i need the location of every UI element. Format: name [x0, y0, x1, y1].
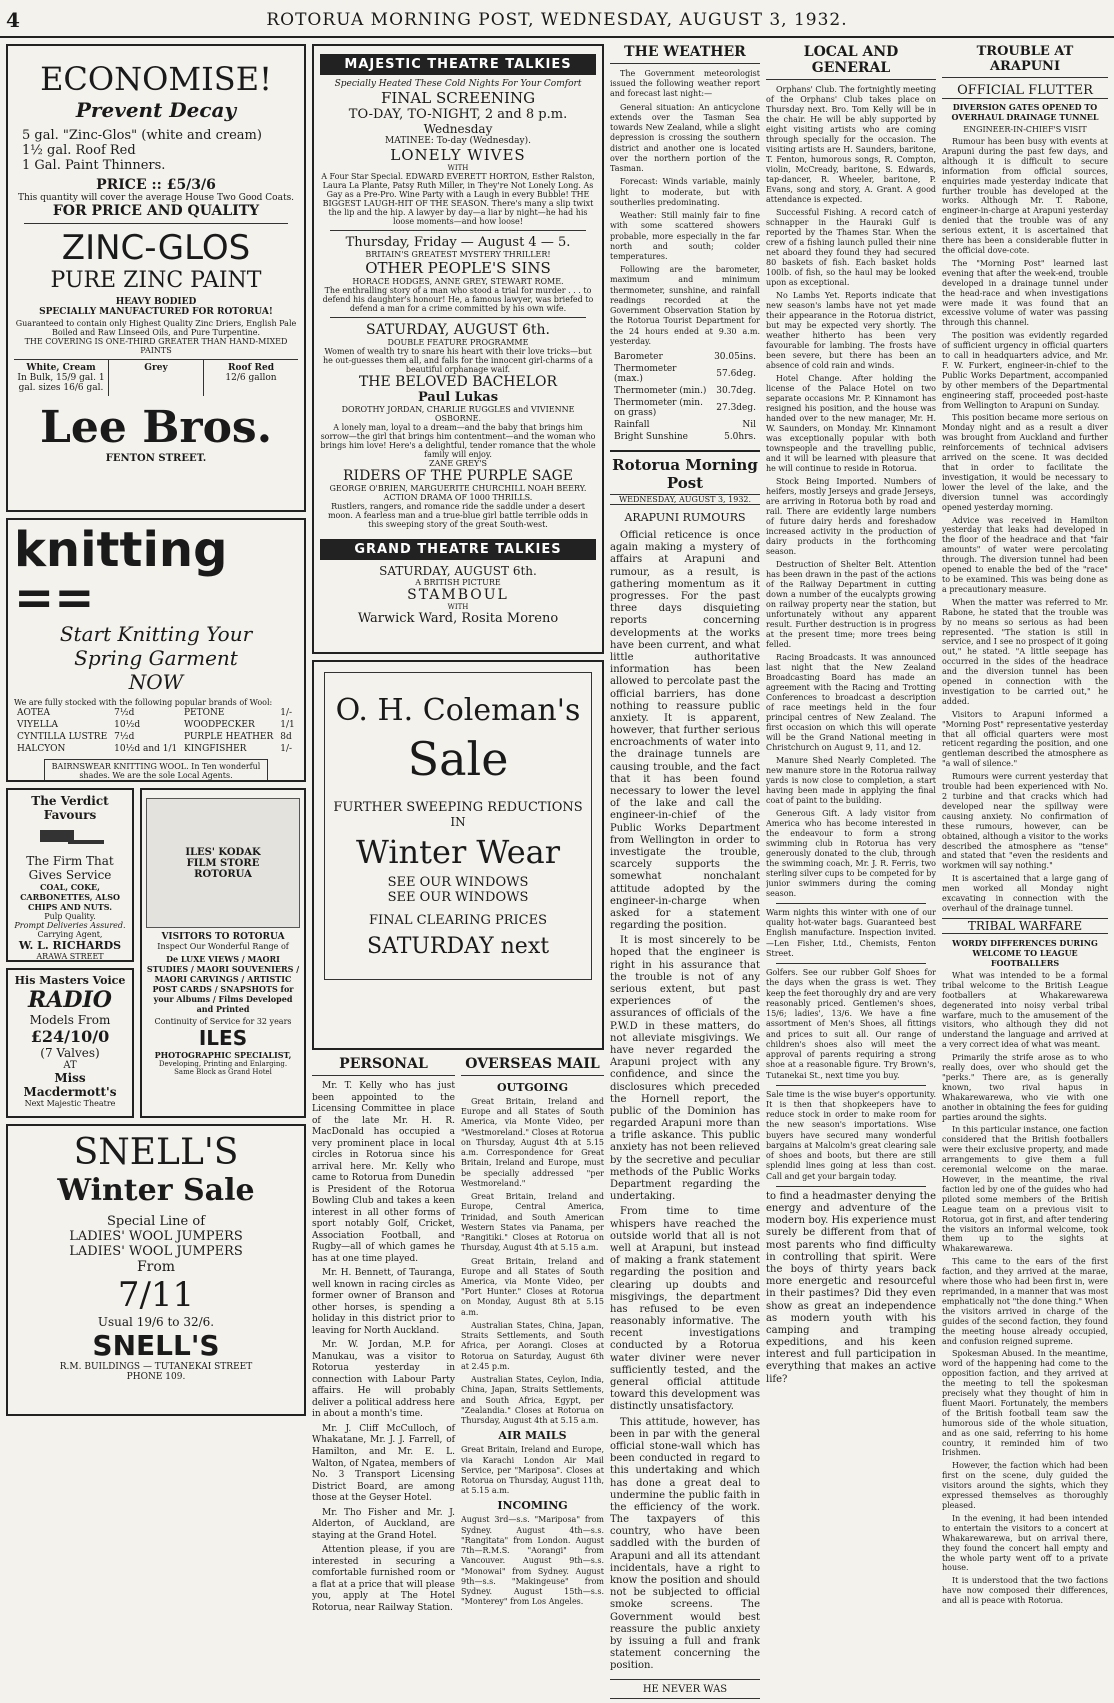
richards-coal-ad — [6, 788, 134, 962]
colour-grey: Grey — [144, 363, 168, 373]
saturday-next: SATURDAY next — [366, 934, 550, 959]
paint-list — [22, 128, 298, 173]
coal-goods: COAL, COKE, CARBONETTES, ALSO CHIPS AND NUTS. — [20, 882, 120, 912]
radio-price: £24/10/0 — [30, 1027, 110, 1046]
jumpers-line-1: LADIES' WOOL JUMPERS — [69, 1229, 243, 1244]
theatre-column — [312, 44, 604, 1699]
personal-column — [312, 1056, 455, 1696]
wednesday: Wednesday — [423, 122, 493, 136]
richards-name: W. L. RICHARDS — [18, 939, 122, 952]
prompt-deliveries: Prompt Deliveries Assured. — [14, 921, 126, 930]
trouble-arapuni-heading: TROUBLE AT ARAPUNI — [942, 44, 1108, 78]
lee-bros-ad — [6, 44, 306, 512]
cast-other-peoples-sins: HORACE HODGES, ANNE GREY, STEWART ROME. — [352, 277, 564, 286]
carrying-agent: Carrying Agent, — [37, 930, 103, 939]
engineer-visit: ENGINEER-IN-CHIEF'S VISIT — [963, 125, 1087, 134]
fenton-street: FENTON STREET. — [105, 453, 207, 464]
see-windows-1: SEE OUR WINDOWS — [387, 875, 529, 890]
colour-white-cream: White, Cream — [26, 363, 96, 373]
double-feature-desc: Women of wealth try to snare his heart with their love tricks—but he out-guesses them all, and falls for the innocent girl-charms of a beautiful orphanage waif. — [322, 347, 594, 374]
wordy-differences: WORDY DIFFERENCES DURING WELCOME TO LEAGUE FOOTBALLERS — [952, 937, 1098, 968]
macdermott-name: Miss Macdermott's — [23, 1071, 117, 1099]
skein-price — [47, 780, 265, 782]
same-block: Same Block as Grand Hotel — [174, 1068, 272, 1076]
table-row: CYNTILLA LUSTRE 7½d PURPLE HEATHER 8d — [17, 732, 292, 742]
outgoing-heading: OUTGOING — [497, 1081, 568, 1094]
price-quality: FOR PRICE AND QUALITY — [52, 203, 260, 219]
paint-price: PRICE :: £5/3/6 — [96, 177, 216, 193]
in-label: IN — [450, 815, 466, 829]
saturday-august-6: SATURDAY, AUGUST 6th. — [366, 322, 550, 338]
his-masters-voice: His Masters Voice — [14, 974, 126, 987]
iles-kodak-ad — [140, 788, 306, 1118]
weather-readings-table — [610, 350, 760, 444]
page-number: 4 — [6, 8, 20, 32]
table-row: VIYELLA 10½d WOODPECKER 1/1 — [17, 720, 295, 730]
film-beloved-bachelor: THE BELOVED BACHELOR — [358, 374, 558, 390]
coverage-note: This quantity will cover the average House Two Good Coats. — [17, 193, 295, 203]
colour-roof-red: Roof Red — [228, 363, 274, 373]
knitting-heading: knitting == — [14, 522, 228, 626]
coleman-name: O. H. Coleman's — [335, 693, 581, 728]
continuity-service: Continuity of Service for 32 years — [154, 1017, 292, 1026]
radio-valves: (7 Valves) — [40, 1046, 100, 1060]
thursday-friday: Thursday, Friday — August 4 — 5. — [345, 235, 571, 250]
overseas-mail-heading: OVERSEAS MAIL — [461, 1056, 604, 1076]
kodak-products: De LUXE VIEWS / MAORI STUDIES / MAORI SOUVENIERS / MAORI CARVINGS / ARTISTIC POST CARDS / SNAPSHOTS for your Albums / Films Developed and Printed — [146, 954, 300, 1014]
air-mails-text: Great Britain, Ireland and Europe, via Karachi London Air Mail Service, per "Mariposa". Closes at Rotorua on Thursday, August 11th, at 5.15 a.m. — [461, 1445, 604, 1496]
arapuni-column — [942, 44, 1108, 1699]
with-label: WITH — [447, 603, 469, 611]
radio-at: AT — [63, 1060, 77, 1071]
models-from: Models From — [29, 1013, 111, 1027]
next-majestic: Next Majestic Theatre — [24, 1099, 116, 1108]
from-label: From — [136, 1259, 176, 1275]
radio-word: RADIO — [28, 987, 112, 1013]
table-row: Thermometer (min. on grass) 27.3deg. — [614, 398, 756, 419]
covering-text: THE COVERING IS ONE-THIRD GREATER THAN HAND-MIXED PAINTS — [24, 337, 288, 355]
table-row: Thermometer (max.) 57.6deg. — [614, 364, 756, 385]
cast-beloved-bachelor: DOROTHY JORDAN, CHARLIE RUGGLES and VIVIENNE OSBORNE. — [341, 405, 575, 423]
zinc-glos-brand: ZINC-GLOS — [61, 228, 251, 268]
jumpers-line-2: LADIES' WOOL JUMPERS — [69, 1244, 243, 1259]
personal-heading: PERSONAL — [312, 1056, 455, 1076]
local-general-heading: LOCAL AND GENERAL — [766, 44, 936, 80]
double-feature: DOUBLE FEATURE PROGRAMME — [387, 338, 529, 347]
official-flutter: OFFICIAL FLUTTER — [942, 83, 1108, 99]
pulp-quality: Pulp Quality. — [44, 912, 96, 921]
weather-report: The Government meteorologist issued the following weather report and forecast last night:— General situation: An anticyclone extends over the Tasman Sea towards New Zealand, while a slight depression is crossing the southern district and another one is located over the northern portion of the Tasman. Forecast: Winds variable, mainly light to moderate, but with southerlies predominating. Weather: Still mainly fair to fine with some scattered showers probable, more especially in the far north and south; colder temperatures. Following are the barometer, maximum and minimum thermometer, sunshine, and rainfall readings recorded at the Government Observation Station by the Rotorua Tourist Department for the 24 hours ended at 9.30 a.m. yesterday. — [610, 69, 760, 346]
snells-phone: PHONE 109. — [126, 1372, 186, 1382]
radio-ad — [6, 968, 134, 1118]
he-never-was-heading: HE NEVER WAS — [610, 1679, 760, 1699]
special-line: Special Line of — [106, 1214, 206, 1229]
snells-footer: SNELL'S — [92, 1329, 220, 1362]
table-row: Barometer 30.05ins. — [614, 352, 756, 363]
newspaper-title: ROTORUA MORNING POST, WEDNESDAY, AUGUST 3, 1932. — [266, 10, 848, 30]
coleman-sale-ad — [312, 660, 604, 1050]
roof-red-price: 12/6 gallon — [225, 373, 277, 383]
snells-address: R.M. BUILDINGS — TUTANEKAI STREET — [59, 1362, 253, 1372]
richards-phone — [12, 961, 128, 962]
firm-that-gives: The Firm That Gives Service — [26, 854, 114, 882]
he-never-was-continued: to find a headmaster denying the energy and adventure of the modern boy. His experience must surely be different from that of most parents who find difficulty in controlling that spirit. Were the boys of thirty years back more energetic and resourceful in their pastimes? Did they even show as great an independence as modern youth with his camping and tramping expeditions, and his keen interest and full participation in everything that makes an active life? — [766, 1190, 936, 1385]
masthead — [0, 0, 1114, 38]
inspect-range: Inspect Our Wonderful Range of — [157, 942, 289, 951]
arapuni-rumours-heading: ARAPUNI RUMOURS — [624, 511, 746, 525]
verdict-favours: The Verdict Favours — [31, 794, 109, 822]
bulk-price: In Bulk, 15/9 gal. 1 gal. sizes 16/6 gal. — [17, 373, 105, 393]
knitting-line-2: Spring Garment — [74, 646, 238, 670]
ads-row — [6, 788, 306, 1118]
film-riders-purple-sage: RIDERS OF THE PURPLE SAGE — [343, 468, 573, 484]
air-mails-heading: AIR MAILS — [498, 1429, 567, 1443]
bairnswear-box — [44, 759, 268, 782]
gavel-icon — [30, 822, 110, 854]
golf-shoes-ad: Golfers. See our rubber Golf Shoes for the days when the grass is wet. They keep the feet thoroughly dry and are very reasonably priced. Gentlemen's shoes, 15/6; ladies', 13/6. We have a fine assortment of Men's Shoes, all fittings and prices to suit all. Our range of children's shoes also will meet the approval of parents requiring a strong shoe at a reasonable figure. Try Brown's, Tutanekai St., next time you buy. — [766, 968, 936, 1080]
arawa-street: ARAWA STREET — [36, 952, 104, 961]
guarantee-text: Guaranteed to contain only Highest Quality Zinc Driers, English Pale Boiled and Raw Linseed Oils, and Pure Turpentine. — [15, 319, 297, 337]
coleman-sale: Sale — [407, 732, 509, 786]
table-row: AOTEA 7½d PETONE 1/- — [17, 708, 293, 718]
local-general-text: Orphans' Club. The fortnightly meeting of the Orphans' Club takes place on Thursday next. Bro. Tom Kelly will be in the chair. He will be ably supported by eight visiting artists who are coming through specially for the occasion. The visiting artists are H. Saunders, baritone, T. Fenton, humorous songs, R. Compton, violin, McCready, baritone, S. Edwards, tap-dancer, R. Wheeler, baritone, P. Evans, song and story, A. Grant. A good attendance is expected. Successful Fishing. A record catch of schnapper in the Hauraki Gulf is reported by the Thames Star. When the crew of a fishing launch pulled their nine net aboard they found they had secured 80 baskets of fish. Each basket holds 100lb. of fish, so the haul may be looked upon as exceptional. No Lambs Yet. Reports indicate that new season's lambs have not yet made their appearance in the Rotorua district, but may be expected very shortly. The weather hitherto has been very favourable for lambing. The frosts have been severe, but there has been an absence of cold rain and winds. Hotel Change. After holding the license of the Palace Hotel on two separate occasions Mr. P. Kinnamont has resigned his position, and the house was handed over to the new manager, Mr. H. W. Saunders, on Monday. Mr. Kinnamont was exceptionally popular with both townspeople and the travelling public, and it will be learned with pleasure that he will continue to reside in Rotorua. Stock Being Imported. Numbers of heifers, mostly Jerseys and grade Jerseys, are arriving in Rotorua both by road and rail. There are evidently large numbers of future dairy herds and foreshadow increased activity in the production of dairy products in the forthcoming season. Destruction of Shelter Belt. Attention has been drawn in the past of the actions of the Railway Department in cutting down a number of the eucalypts growing on railway property near the station, but unfortunately without any apparent result. Further destruction is in progress at the present time; more trees being felled. Racing Broadcasts. It was announced last night that the New Zealand Broadcasting Board has made an agreement with the Racing and Trotting Conferences to broadcast a description of race meetings held in the four principal centres of New Zealand. The first occasion on which this will operate will be the Grand National meeting in Christchurch on August 9, 11, and 12. Manure Shed Nearly Completed. The new manure store in the Rotorua railway yards is now close to completion, a start having been made in applying the final coat of paint to the building. Generous Gift. A lady visitor from America who has become interested in the endeavour to form a strong swimming club in Rotorua has very generously donated to the club, through the swimming coach, Mr. J. R. Ferris, two sterling silver cups to be competed for by junior swimmers during the coming season. — [766, 85, 936, 898]
incoming-heading: INCOMING — [497, 1499, 568, 1513]
overseas-mail-column — [461, 1056, 604, 1696]
cast-riders: GEORGE O'BRIEN, MARGUERITE CHURCHILL NOAH BEERY. — [329, 484, 587, 493]
lonely-wives-desc: A Four Star Special. EDWARD EVERETT HORTON, Esther Ralston, Laura La Plante, Patsy Ruth Miller, in They're Not Lonely Long. As Gay as a Pre-Pro. Wine Party with a Laugh in every Bubble! THE BIGGEST LAUGH-HIT OF THE SEASON. There's many a slip twixt the lip and the hip. A lawyer by day—a liar by night—he had his loose moments—and how loose! — [321, 172, 595, 226]
beloved-bachelor-desc: A lonely man, loyal to a dream—and the baby that brings him sorrow—the girl that brings him contentment—and the woman who brings him love! Here's a delightful, tender romance that the whole family will enjoy. — [320, 423, 596, 459]
paint-price-table — [14, 359, 298, 396]
table-row: Bright Sunshine 5.0hrs. — [614, 432, 756, 443]
see-windows-2: SEE OUR WINDOWS — [387, 890, 529, 905]
action-drama: ACTION DRAMA OF 1000 THRILLS. — [383, 493, 533, 502]
majestic-theatre-ad — [312, 44, 604, 654]
mathias-knitting-ad — [6, 518, 306, 782]
paul-lukas: Paul Lukas — [417, 390, 499, 405]
specially-made: SPECIALLY MANUFACTURED FOR ROTORUA! — [39, 307, 273, 317]
editorial-masthead: Rotorua Morning Post — [612, 456, 758, 493]
mystery-thriller: BRITAIN'S GREATEST MYSTERY THRILLER! — [365, 250, 551, 259]
other-peoples-sins-desc: The enthralling story of a man who stood a trial for murder . . . to defend his daughter's honour! He, a famous lawyer, was briefed to defend a man for a crime committed by his own wife. — [322, 286, 594, 313]
prevent-decay: Prevent Decay — [75, 98, 237, 122]
stamboul-cast: Warwick Ward, Rosita Moreno — [357, 611, 559, 626]
visitors-to-rotorua: VISITORS TO ROTORUA — [161, 932, 285, 942]
personal-mail-row — [312, 1056, 604, 1696]
personal-text: Mr. T. Kelly who has just been appointed to the Licensing Committee in place of the late Mr. H. R. MacDonald has occupied a very prominent place in local circles in Rotorua since his arrival here. Mr. Kelly who came to Rotorua from Dunedin is President of the Rotorua Bowling Club and takes a keen interest in all other forms of sport notably Golf, Cricket, Association Football, and Rugby—all of which games he has at one time played. Mr. H. Bennett, of Tauranga, well known in racing circles as former owner of Branson and other horses, is spending a holiday in this district prior to leaving for North Auckland. Mr. W. Jordan, M.P. for Manukau, was a visitor to Rotorua yesterday in connection with Labour Party affairs. He will probably deliver a political address here in about a month's time. Mr. J. Cliff McCulloch, of Whakatane, Mr. J. J. Farrell, of Hamilton, and Mr. E. L. Walton, of Ngatea, members of No. 3 Transport Licensing District Board, are among those at the Geyser Hotel. Mr. Tho Fisher and Mr. J. Alderton, of Auckland, are staying at the Grand Hotel. Attention please, if you are interested in securing a comfortable furnished room or a flat at a price that will please you, apply at The Hotel Rotorua, near Railway Station. — [312, 1081, 455, 1613]
diversion-gates: DIVERSION GATES OPENED TO OVERHAUL DRAINAGE TUNNEL — [951, 102, 1099, 122]
economise-heading: ECONOMISE! — [40, 60, 272, 98]
film-stamboul: STAMBOUL — [407, 587, 509, 603]
final-screening: FINAL SCREENING — [380, 89, 536, 107]
arapuni-report-text: Rumour has been busy with events at Arapuni during the past few days, and although it is difficult to secure information from official sources, enquiries made yesterday indicate that further trouble has developed at the works. Although Mr. T. Rabone, engineer-in-charge at Arapuni yesterday denied that the trouble was of any serious extent, it is ascertained that there has been a considerable flutter in the official dove-cote. The "Morning Post" learned last evening that after the week-end, trouble developed in a drainage tunnel under the head-race and when investigations were made it was found that an excessive volume of water was passing through this channel. The position was evidently regarded of sufficient urgency in official quarters to call in headquarters advice, and Mr. F. W. Furkert, engineer-in-chief to the Public Works Department, accompanied by other members of the Departmental engineering staff, proceeded post-haste from Wellington to Arapuni on Sunday. This position became more serious on Monday night and as a result a diver was brought from Auckland and further reinforcements of technical advisers arrived on the scene. It was decided that in order to facilitate the investigation, it would be necessary to lower the level of the lake, and the diversion tunnel was accordingly opened yesterday morning. Advice was received in Hamilton yesterday that leaks had developed in the floor of the headrace and that "fair amounts" of water were percolating through. The diversion tunnel had been opened to enable the bed of the "race" to be examined. This was being done as a precautionary measure. When the matter was referred to Mr. Rabone, he stated that the trouble was by no means so serious as had been represented. "The station is still in service, and I see no prospect of it going out," he stated. "A little seepage has occurred in the sides of the headrace and the diversion tunnel has been opened in connection with the investigation to be carried out," he added. Visitors to Arapuni informed a "Morning Post" representative yesterday that all official quarters were most reticent regarding the position, and one gentleman described the atmosphere as "a wall of silence." Rumours were current yesterday that trouble had been experienced with No. 2 turbine and that cracks which had developed near the spillway were causing anxiety. No confirmation of these rumours, however, can be obtained, although a visitor to the works described the atmosphere as "tense" and stated that "even the residents and workmen will say nothing." It is ascertained that a large gang of men worked all Monday night excavating in connection with the overhaul of the drainage tunnel. — [942, 137, 1108, 913]
british-picture: A BRITISH PICTURE — [415, 578, 501, 587]
kodak-store-illustration — [146, 798, 300, 928]
paint-item: 1½ gal. Roof Red — [22, 143, 136, 158]
developing-printing: Developing, Printing and Enlarging. — [158, 1060, 288, 1068]
outgoing-text: Great Britain, Ireland and Europe and all States of South America, via Monte Video, per "Westmoreland." Closes at Rotorua on Thursday, August 4th at 5.15 a.m. Correspondence for Great Britain, Ireland and Europe, must be specially addressed "per Westmoreland." Great Britain, Ireland and Europe, Central America, Trinidad, and South American Western States via Panama, per "Rangitiki." Closes at Rotorua on Thursday, August 4th at 5.15 a.m. Great Britain, Ireland and Europe and all States of South America, via Monte Video, per "Port Hunter." Closes at Rotorua on Monday, August 8th at 5.15 a.m. Australian States, China, Japan, Straits Settlements, and South Africa, per Aorangi. Closes at Rotorua on Saturday, August 6th at 2.45 p.m. Australian States, Ceylon, India, China, Japan, Straits Settlements, and South Africa, Egypt, per "Zealandia." Closes at Rotorua on Thursday, August 4th at 5.15 a.m. — [461, 1097, 604, 1426]
paint-item: 5 gal. "Zinc-Glos" (white and cream) — [22, 128, 262, 143]
lee-bros-name: Lee Bros. — [39, 402, 273, 453]
table-row: Thermometer (min.) 30.7deg. — [614, 386, 756, 397]
stock-intro: We are fully stocked with the following popular brands of Wool: — [14, 698, 273, 707]
final-clearing: FINAL CLEARING PRICES — [369, 913, 547, 928]
film-other-peoples-sins: OTHER PEOPLE'S SINS — [365, 259, 551, 277]
sale-time-ad: Sale time is the wise buyer's opportunity. It is then that shopkeepers have to reduce stock in order to make room for the new season's importations. Wise buyers have secured many wonderful bargains at Malcolm's great clearing sale of shoes and boots, but there are still splendid lines going at less than cost. Call and get your bargain today. — [766, 1089, 936, 1181]
zane-grey: ZANE GREY'S — [429, 459, 487, 468]
hot-water-bag-ad: Warm nights this winter with one of our quality hot-water bags. Guaranteed best English manufacture. Inspection invited.—Len Fisher, Ltd., Chemists, Fenton Street. — [766, 908, 936, 958]
pure-zinc-paint: PURE ZINC PAINT — [50, 268, 262, 293]
grand-date: SATURDAY, AUGUST 6th. — [379, 564, 537, 578]
local-general-column — [766, 44, 936, 1699]
incoming-text: August 3rd—s.s. "Mariposa" from Sydney. August 4th—s.s. "Rangitata" from London. August 7th—R.M.S. "Aorangi" from Vancouver. August 9th—s.s. "Monowai" from Sydney. August 9th—s.s. "Makingeuse" from Sydney. August 15th—s.s. "Monterey" from Los Angeles. — [461, 1515, 604, 1607]
table-row: HALCYON 10½d and 1/1 KINGFISHER 1/- — [17, 744, 293, 754]
today-times: TO-DAY, TO-NIGHT, 2 and 8 p.m. — [348, 107, 568, 122]
majestic-banner: MAJESTIC THEATRE TALKIES — [320, 54, 596, 75]
jumper-price: 7/11 — [117, 1275, 195, 1315]
bairnswear-text: BAIRNSWEAR KNITTING WOOL. In Ten wonderful shades. We are the sole Local Agents. — [51, 762, 261, 780]
film-lonely-wives: LONELY WIVES — [390, 146, 526, 164]
snells-heading: SNELL'S — [73, 1132, 239, 1173]
knitting-line-1: Start Knitting Your — [59, 622, 253, 646]
wool-brands-table — [14, 707, 298, 755]
weather-editorial-column — [610, 44, 760, 1699]
grand-banner: GRAND THEATRE TALKIES — [320, 539, 596, 560]
snells-ad — [6, 1124, 306, 1416]
tribal-warfare-text: What was intended to be a formal tribal welcome to the British League footballers at Whakarewarewa degenerated into noisy verbal tribal warfare, much to the amusement of the visitors, who although they did not understand the language and arrived at a very correct idea of what was meant. Primarily the strife arose as to who really does, over who should get the "perks." There are, as is generally known, two rival hapus in Whakarewarewa, who vie with one another in obtaining the fees for guiding parties around the sights. In this particular instance, one faction considered that the British footballers were their exclusive property, and made arrangements to give them a full ceremonial welcome on the marae. However, in the meantime, the rival faction led by one of the guides who had piloted some members of the British League team on a previous visit to Rotorua, got in first, and after tendering the visitors an informal welcome, took them up to the sights at Whakarewarewa. This came to the ears of the first faction, and they arrived at the marae, where those who had been first in, were reprimanded, in a manner that was most emphatically not "the done thing." When the visitors arrived in charge of the guides of the second faction, they found the meeting house already occupied, and confusion reigned supreme. Spokesman Abused. In the meantime, word of the happening had come to the opposition faction, and they arrived at the meeting to tell the spokesman precisely what they thought of him in fluent Maori. Fortunately, the members of the British football team saw the humorous side of the whole situation, and as one said, referring to his home country, it reminded him of two Irishmen. However, the faction which had been first on the scene, duly guided the visitors around the sights, which they expressed themselves as thoroughly pleased. In the evening, it had been intended to entertain the visitors to a concert at Whakarewarewa, but on arrival there, they found the concert hall empty and the whole party went off to a private house. It is understood that the two factions have now composed their differences, and all is peace with Rotorua. — [942, 970, 1108, 1606]
kodak-sign: ILES' KODAK FILM STORE ROTORUA — [185, 846, 261, 880]
heated-notice: Specially Heated These Cold Nights For Your Comfort — [334, 79, 582, 89]
winter-sale: Winter Sale — [57, 1173, 255, 1208]
editorial-text: Official reticence is once again making a mystery of affairs at Arapuni and rumour, as a result, is gathering momentum as it progresses. For the past three days disquieting reports concerning developments at the works have been current, and what little authoritative information has been allowed to percolate past the official barriers, has done nothing to reassure public anxiety. It is apparent, however, that further serious encroachments of water into the drainage tunnels are causing trouble, and the fact that it has been found necessary to lower the level of the lake and call the engineer-in-chief of the Public Works Department from Wellington in order to investigate the trouble, scarcely supports the somewhat nonchalant attitude adopted by the engineer-in-charge when asked for a statement regarding the position. It is most sincerely to be hoped that the engineer is right in his assurance that the trouble is not of any serious extent, but past experiences of the assurances of officials of the P.W.D in these matters, do not alleviate misgivings. We have never regarded the Arapuni project with any confidence, and since the disclosures which preceded the Hornell report, the public of the Dominion has regarded Arapuni more than a trifle askance. This public anxiety has not been relieved by the secretive and peculiar methods of the Public Works Department regarding the undertaking. From time to time whispers have reached the outside world that all is not well at Arapuni, but instead of making a frank statement regarding the position and clearing up doubts and misgivings, the department has refused to be even reasonably informative. The recent investigations conducted by a Rotorua water diviner were never sufficiently tested, and the general official attitude toward this development was distinctly unsatisfactory. This attitude, however, has been in par with the general official stone-wall which has been conducted in regard to this undertaking and which has done a great deal to undermine the public faith in the efficiency of the work. The taxpayers of this country, who have been saddled with the burden of Arapuni and all its attendant incidentals, have a right to know the position and should not be subjected to official smoke screens. The Government would best reassure the public anxiety by issuing a full and frank statement concerning the position. — [610, 530, 760, 1672]
with-label: WITH — [447, 164, 469, 172]
winter-wear: Winter Wear — [355, 833, 561, 871]
advertisements-column-left — [6, 44, 306, 1699]
table-row: Rainfall Nil — [614, 420, 756, 431]
weather-heading: THE WEATHER — [610, 44, 760, 64]
photo-specialist: PHOTOGRAPHIC SPECIALIST, — [154, 1050, 292, 1060]
iles-name: ILES — [198, 1026, 248, 1050]
heavy-bodied: HEAVY BODIED — [115, 297, 197, 307]
matinee: MATINEE: To-day (Wednesday). — [385, 136, 531, 146]
further-reductions: FURTHER SWEEPING REDUCTIONS — [333, 800, 583, 815]
riders-desc: Rustlers, rangers, and romance ride the saddle under a desert moon. A fearless man and a true-blue girl battle terrible odds in this sweeping story of the great South-west. — [327, 502, 589, 529]
usual-price: Usual 19/6 to 32/6. — [97, 1315, 215, 1329]
editorial-date: WEDNESDAY, AUGUST 3, 1932. — [610, 494, 760, 505]
knitting-line-3: NOW — [128, 670, 184, 694]
paint-item: 1 Gal. Paint Thinners. — [22, 158, 166, 173]
tribal-warfare-heading: TRIBAL WARFARE — [942, 918, 1108, 934]
